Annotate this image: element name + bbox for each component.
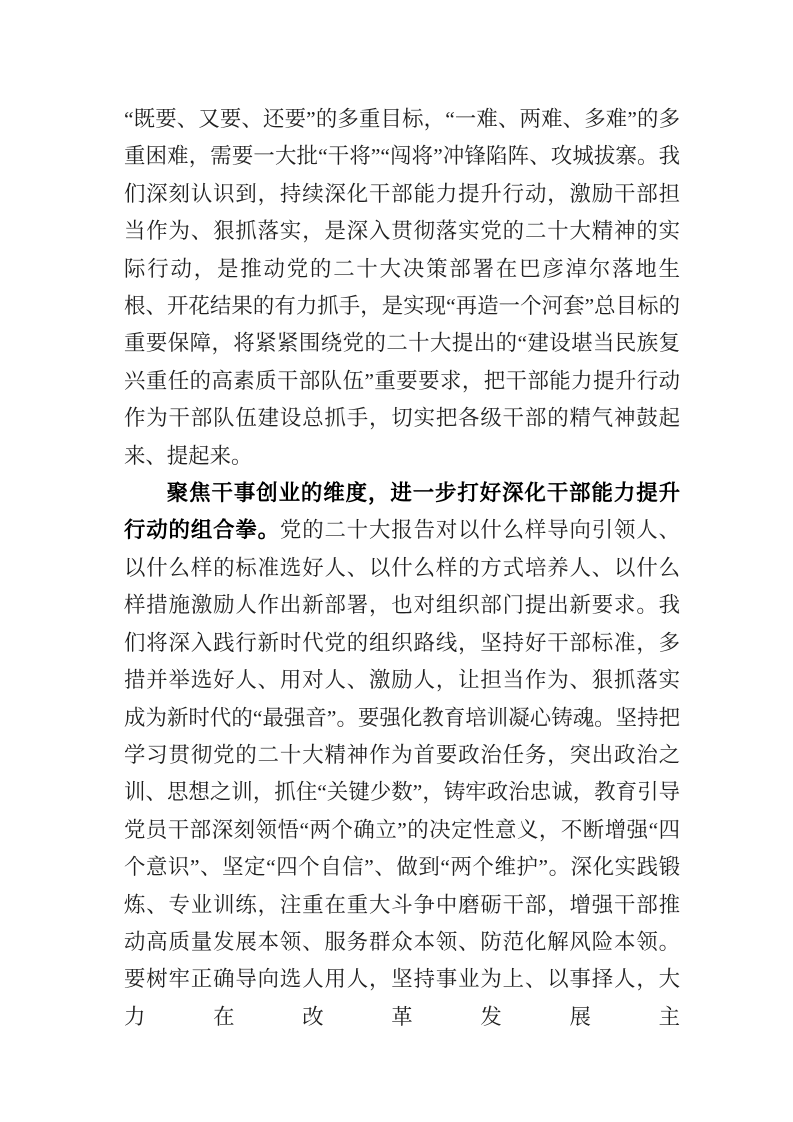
paragraph-focus-work-lead-bold: 聚焦干事创业的维度，进一步打好深化干部能力提升行动的组合拳。 [124,481,680,543]
paragraph-focus-work [124,475,680,1036]
paragraph-continuation-text: “既要、又要、还要”的多重目标，“一难、两难、多难”的多重困难，需要一大批“干将”“闯将”冲锋陷阵、攻城拔寨。我们深刻认识到，持续深化干部能力提升行动，激励干部担当作为、狠抓落实，是深入贯彻落实党的二十大精神的实际行动，是推动党的二十大决策部署在巴彦淖尔落地生根、开花结果的有力抓手，是实现“再造一个河套”总目标的重要保障，将紧紧围绕党的二十大提出的“建设堪当民族复兴重任的高素质干部队伍”重要要求，把干部能力提升行动作为干部队伍建设总抓手，切实把各级干部的精气神鼓起来、提起来。 [124,107,680,468]
paragraph-focus-work-body: 党的二十大报告对以什么样导向引领人、以什么样的标准选好人、以什么样的方式培养人、以什么样措施激励人作出新部署，也对组织部门提出新要求。我们将深入践行新时代党的组织路线，坚持好干部标准，多措并举选好人、用对人、激励人，让担当作为、狠抓落实成为新时代的“最强音”。要强化教育培训凝心铸魂。坚持把学习贯彻党的二十大精神作为首要政治任务，突出政治之训、思想之训，抓住“关键少数”，铸牢政治忠诚，教育引导党员干部深刻领悟“两个确立”的决定性意义，不断增强“四个意识”、坚定“四个自信”、做到“两个维护”。深化实践锻炼、专业训练，注重在重大斗争中磨砺干部，增强干部推动高质量发展本领、服务群众本领、防范化解风险本领。要树牢正确导向选人用人，坚持事业为上、以事择人，大力在改革发展主 [124,518,680,1029]
paragraph-continuation [124,101,680,475]
text-block [124,101,680,1036]
